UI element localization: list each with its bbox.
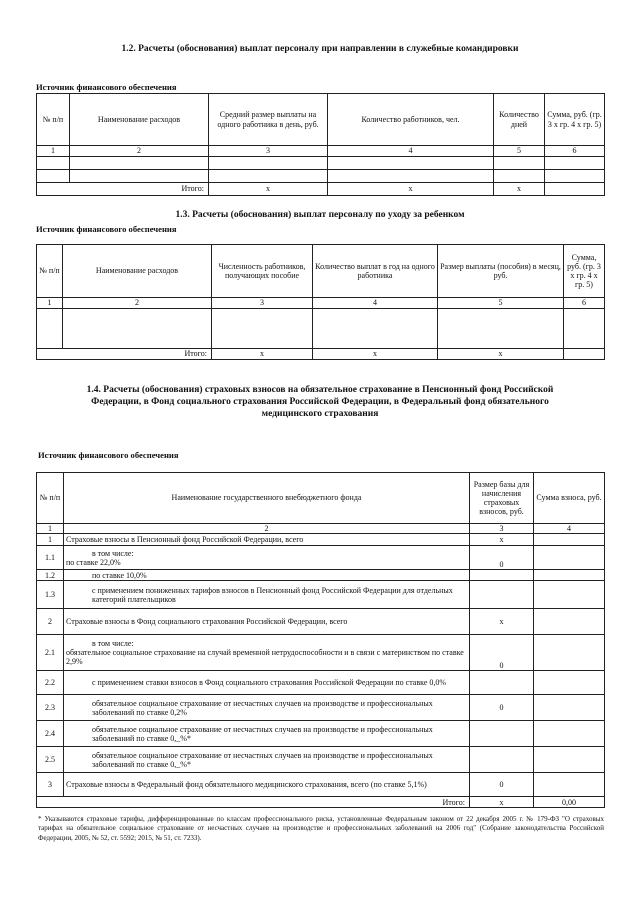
base-cell <box>470 721 534 747</box>
fund-name: с применением ставки взносов в Фонд социального страхования Российской Федерации по ставке 0,0% <box>64 671 470 695</box>
section-1-3-source-label: Источник финансового обеспечения <box>36 224 177 234</box>
fund-name <box>64 546 470 570</box>
header-cell: Сумма, руб. (гр. 3 х гр. 4 х гр. 5) <box>564 245 605 298</box>
table-cell[interactable] <box>545 157 605 170</box>
table-cell[interactable] <box>209 157 328 170</box>
base-cell <box>470 747 534 773</box>
sum-cell[interactable] <box>534 695 605 721</box>
header-cell: Наименование расходов <box>63 245 212 298</box>
fund-name: по ставке 10,0% <box>64 570 470 581</box>
table-cell[interactable] <box>328 157 494 170</box>
table-row <box>37 773 605 797</box>
fund-name-prefix: в том числе: <box>92 548 134 558</box>
base-cell: х <box>470 609 534 635</box>
total-cell: х <box>494 183 545 196</box>
header-cell: Количество выплат в год на одного работника <box>313 245 438 298</box>
row-number: 2.4 <box>37 721 64 747</box>
column-number: 6 <box>545 146 605 157</box>
row-number: 2.3 <box>37 695 64 721</box>
header-cell: Количество работников, чел. <box>328 94 494 146</box>
table-cell[interactable] <box>438 309 564 349</box>
total-cell: х <box>313 349 438 360</box>
base-cell: 0 <box>470 695 534 721</box>
section-1-4-title-line: Федерации, в Фонд социального страхования Российской Федерации, в Федеральный фонд обязательного <box>91 397 549 407</box>
table-row <box>37 546 605 570</box>
table-cell[interactable] <box>70 157 209 170</box>
table-row <box>37 671 605 695</box>
fund-name: Страховые взносы в Пенсионный фонд Российской Федерации, всего <box>64 534 470 546</box>
fund-name: обязательное социальное страхование от несчастных случаев на производстве и профессиональных заболеваний по ставке 0,_%* <box>64 721 470 747</box>
column-number: 6 <box>564 298 605 309</box>
table-row <box>37 534 605 546</box>
column-number-row <box>37 298 605 309</box>
table-cell[interactable] <box>63 309 212 349</box>
total-sum-cell: 0,00 <box>534 797 605 808</box>
row-number: 3 <box>37 773 64 797</box>
total-label: Итого: <box>37 349 212 360</box>
table-cell[interactable] <box>37 170 70 183</box>
row-number: 2 <box>37 609 64 635</box>
column-number: 1 <box>37 524 64 534</box>
sum-cell[interactable] <box>534 609 605 635</box>
fund-name-detail: по ставке 22,0% <box>66 557 121 567</box>
fund-name: Страховые взносы в Фонд социального страхования Российской Федерации, всего <box>64 609 470 635</box>
section-1-4-title-line: медицинского страхования <box>261 409 379 419</box>
sum-cell[interactable] <box>534 534 605 546</box>
header-cell: Наименование расходов <box>70 94 209 146</box>
column-number: 4 <box>328 146 494 157</box>
base-cell <box>470 671 534 695</box>
sum-cell[interactable] <box>534 721 605 747</box>
header-cell: Численность работников, получающих пособие <box>212 245 313 298</box>
header-cell: № п/п <box>37 473 64 524</box>
base-cell: 0 <box>470 546 534 570</box>
header-cell: Размер базы для начисления страховых взносов, руб. <box>470 473 534 524</box>
fund-name: обязательное социальное страхование от несчастных случаев на производстве и профессиональных заболеваний по ставке 0,_%* <box>64 747 470 773</box>
fund-name: с применением пониженных тарифов взносов в Пенсионный фонд Российской Федерации для отдельных категорий плательщиков <box>64 581 470 609</box>
table-row <box>37 309 605 349</box>
total-sum-cell[interactable] <box>564 349 605 360</box>
table-row <box>37 609 605 635</box>
base-cell: 0 <box>470 773 534 797</box>
section-1-4-title-line: 1.4. Расчеты (обоснования) страховых взносов на обязательное страхование в Пенсионный фонд Российской <box>86 385 554 395</box>
table-row <box>37 695 605 721</box>
column-number: 4 <box>534 524 605 534</box>
sum-cell[interactable] <box>534 635 605 671</box>
table-row <box>37 635 605 671</box>
sum-cell[interactable] <box>534 581 605 609</box>
base-cell <box>470 570 534 581</box>
fund-name <box>64 635 470 671</box>
table-header-row <box>37 473 605 524</box>
column-number: 4 <box>313 298 438 309</box>
header-cell: Размер выплаты (пособия) в месяц, руб. <box>438 245 564 298</box>
header-cell: № п/п <box>37 245 63 298</box>
table-cell[interactable] <box>545 170 605 183</box>
column-number: 3 <box>470 524 534 534</box>
sum-cell[interactable] <box>534 546 605 570</box>
total-row <box>37 797 605 808</box>
fund-name-prefix: в том числе: <box>92 638 134 648</box>
footnote: * Указываются страховые тарифы, дифференцированные по классам профессионального риска, установленные Федеральным законом от 22 декабря 2005 г. № 179-ФЗ "О страховых тарифах на обязательное социальное страхование от несчастных случаев на производстве и профессиональных заболеваний на 2006 год" (Собрание законодательства Российской Федерации, 2005, № 52, ст. 5592; 2015, № 51, ст. 7233). <box>38 815 604 842</box>
base-cell: х <box>470 534 534 546</box>
table-cell[interactable] <box>209 170 328 183</box>
sum-cell[interactable] <box>534 773 605 797</box>
row-number: 1 <box>37 534 64 546</box>
section-1-3-title: 1.3. Расчеты (обоснования) выплат персоналу по уходу за ребенком <box>175 210 465 220</box>
total-row <box>37 349 605 360</box>
column-number: 3 <box>209 146 328 157</box>
column-number: 3 <box>212 298 313 309</box>
total-label: Итого: <box>37 183 209 196</box>
childcare-table <box>36 244 605 360</box>
column-number: 5 <box>438 298 564 309</box>
table-row <box>37 721 605 747</box>
column-number: 2 <box>70 146 209 157</box>
header-cell: № п/п <box>37 94 70 146</box>
table-cell[interactable] <box>313 309 438 349</box>
table-row <box>37 581 605 609</box>
header-cell: Сумма, руб. (гр. 3 х гр. 4 х гр. 5) <box>545 94 605 146</box>
table-header-row <box>37 245 605 298</box>
column-number: 1 <box>37 298 63 309</box>
table-cell[interactable] <box>328 170 494 183</box>
table-header-row <box>37 94 605 146</box>
total-sum-cell[interactable] <box>545 183 605 196</box>
total-cell: х <box>438 349 564 360</box>
total-cell: х <box>209 183 328 196</box>
row-number: 2.5 <box>37 747 64 773</box>
column-number-row <box>37 146 605 157</box>
sum-cell[interactable] <box>534 671 605 695</box>
header-cell: Количество дней <box>494 94 545 146</box>
total-cell: х <box>212 349 313 360</box>
total-row <box>37 183 605 196</box>
table-row <box>37 170 605 183</box>
sum-cell[interactable] <box>534 747 605 773</box>
row-number: 1.2 <box>37 570 64 581</box>
sum-cell[interactable] <box>534 570 605 581</box>
column-number: 5 <box>494 146 545 157</box>
fund-name: Страховые взносы в Федеральный фонд обязательного медицинского страхования, всего (по ставке 5,1%) <box>64 773 470 797</box>
header-cell: Сумма взноса, руб. <box>534 473 605 524</box>
section-1-4-source-label: Источник финансового обеспечения <box>38 450 179 460</box>
section-1-4-title <box>0 384 640 420</box>
total-cell: х <box>328 183 494 196</box>
table-cell[interactable] <box>494 170 545 183</box>
column-number-row <box>37 524 605 534</box>
row-number: 2.2 <box>37 671 64 695</box>
base-cell <box>470 581 534 609</box>
fund-name: обязательное социальное страхование от несчастных случаев на производстве и профессиональных заболеваний по ставке 0,2% <box>64 695 470 721</box>
table-cell[interactable] <box>564 309 605 349</box>
column-number: 2 <box>64 524 470 534</box>
table-cell[interactable] <box>494 157 545 170</box>
fund-name-detail: обязательное социальное страхование на случай временной нетрудоспособности и в связи с материнством по ставке 2,9% <box>66 648 464 667</box>
column-number: 2 <box>63 298 212 309</box>
table-row <box>37 570 605 581</box>
table-cell[interactable] <box>37 309 63 349</box>
table-cell[interactable] <box>212 309 313 349</box>
row-number: 1.1 <box>37 546 64 570</box>
section-1-2-source-label: Источник финансового обеспечения <box>36 82 177 92</box>
table-cell[interactable] <box>70 170 209 183</box>
row-number: 2.1 <box>37 635 64 671</box>
total-label: Итого: <box>37 797 470 808</box>
insurance-contributions-table <box>36 472 605 808</box>
row-number: 1.3 <box>37 581 64 609</box>
column-number: 1 <box>37 146 70 157</box>
section-1-2-title: 1.2. Расчеты (обоснования) выплат персоналу при направлении в служебные командировки <box>121 44 519 54</box>
table-cell[interactable] <box>37 157 70 170</box>
business-trip-table <box>36 93 605 196</box>
table-row <box>37 747 605 773</box>
base-cell: 0 <box>470 635 534 671</box>
header-cell: Наименование государственного внебюджетного фонда <box>64 473 470 524</box>
table-row <box>37 157 605 170</box>
total-base-cell: х <box>470 797 534 808</box>
header-cell: Средний размер выплаты на одного работника в день, руб. <box>209 94 328 146</box>
